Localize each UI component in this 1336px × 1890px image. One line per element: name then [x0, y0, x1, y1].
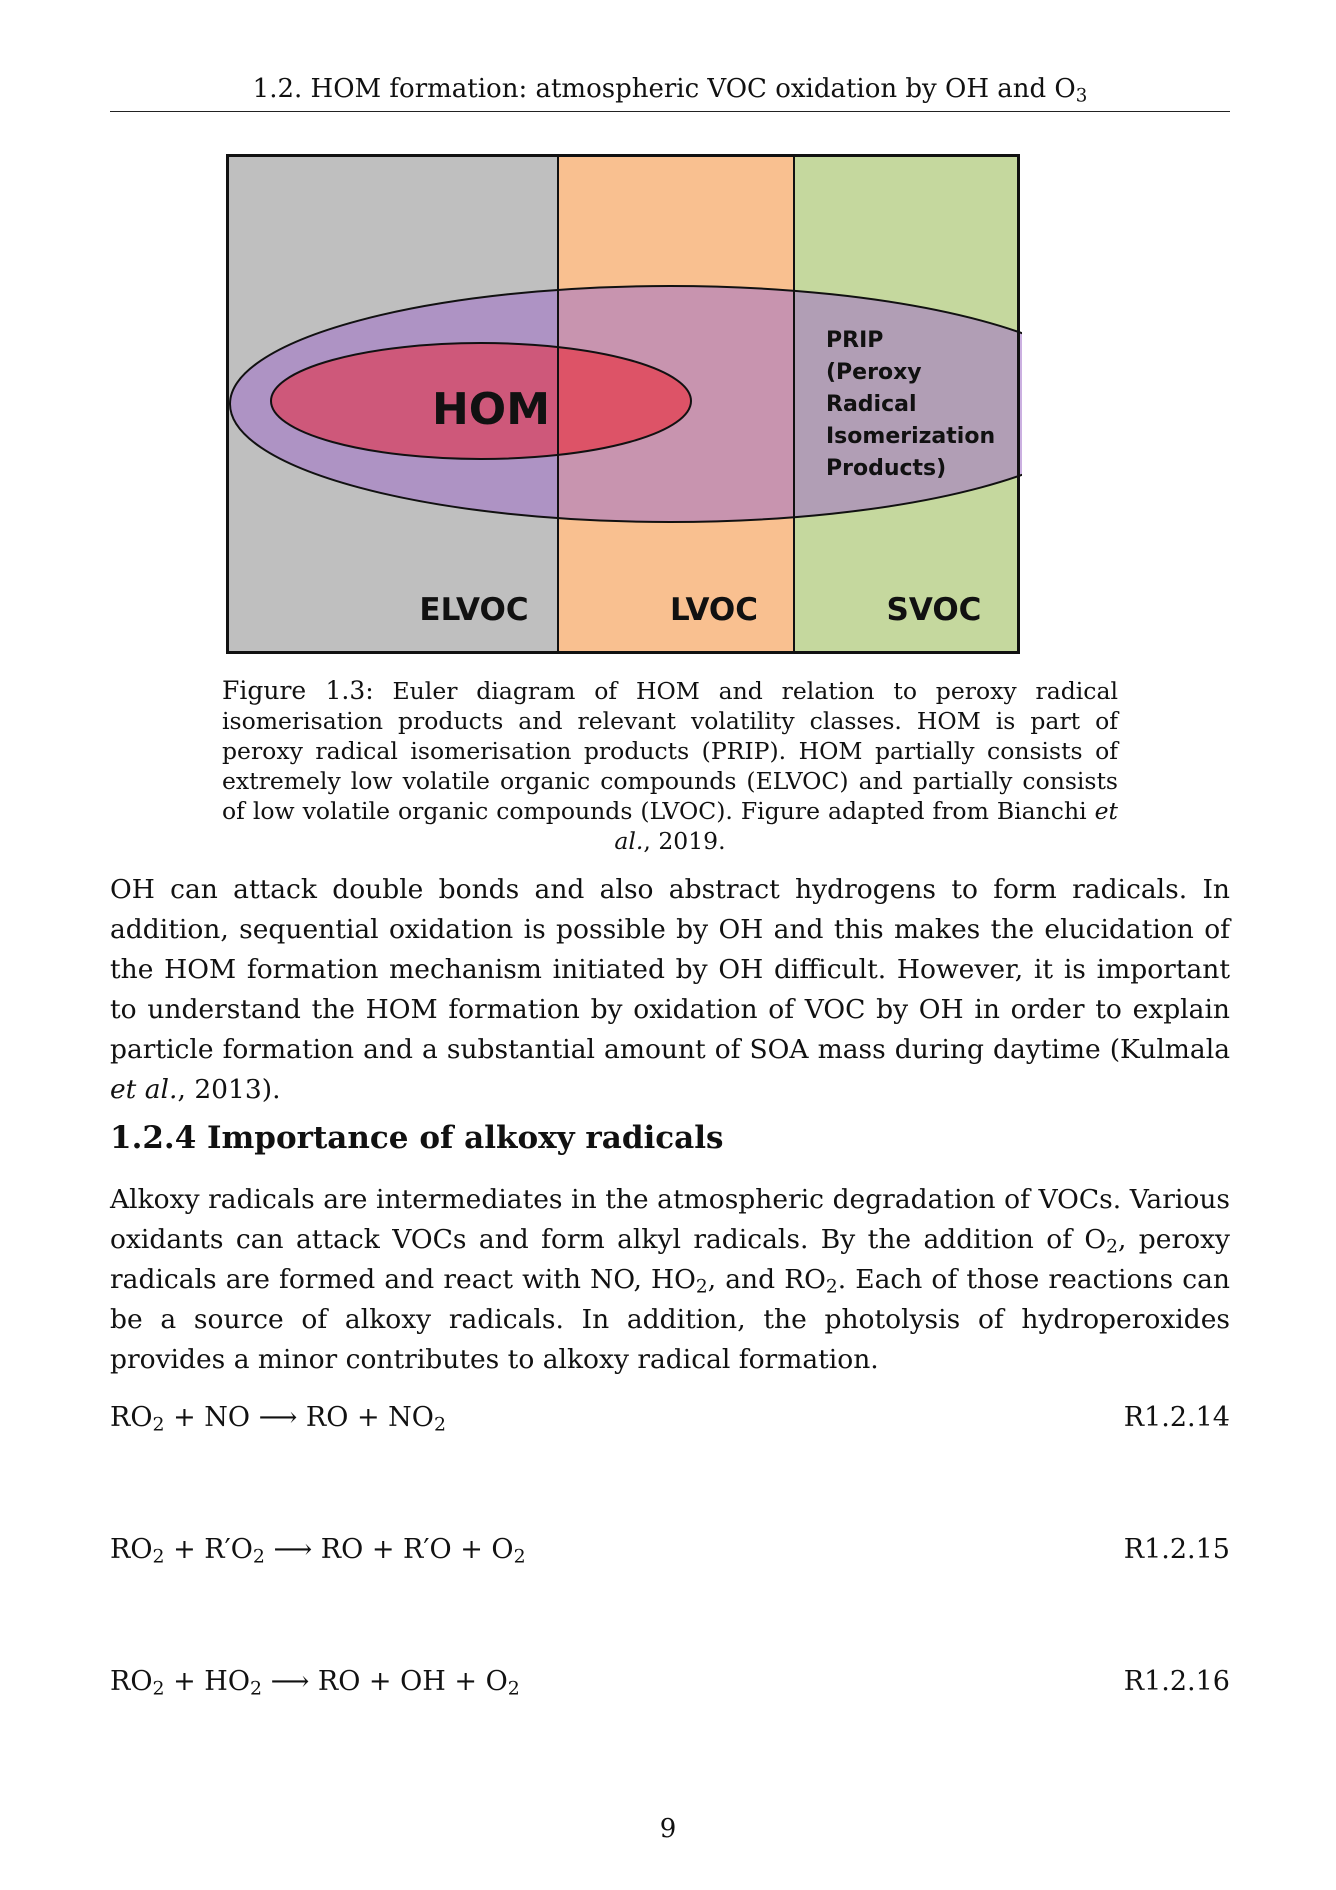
section-heading [110, 1118, 724, 1158]
reaction-equation: $RO_2 + R'O_2$ ⟶ RO + $R'O + O_2$ [110, 1534, 526, 1568]
reaction [110, 1530, 1230, 1570]
prip-label-line: PRIP [826, 328, 884, 353]
elvoc-label: ELVOC [419, 592, 529, 628]
paragraph: OH can attack double bonds and also abstract hydrogens to form radicals. In addition, sequential oxidation is possible by OH and this makes the elucidation of the HOM formation mechanism initiated by OH difficult. However, it is important to understand the HOM formation by oxidation of VOC by OH in order to explain particle formation and a substantial amount of SOA mass during daytime (Kulmala et al., 2013). [110, 874, 1230, 1105]
prip-label-line: Radical [826, 392, 917, 417]
reaction-equation: $RO_2$ + NO ⟶ RO + $NO_2$ [110, 1402, 446, 1436]
svoc-label: SVOC [886, 592, 982, 628]
paragraph: Alkoxy radicals are intermediates in the atmospheric degradation of VOCs. Various oxidants can attack VOCs and form alkyl radicals. By the addition of $O_2$, peroxy radicals are formed and react with NO, $HO_2$, and $RO_2$. Each of those reactions can be a source of alkoxy radicals. In addition, the photolysis of hydroperoxides provides a minor contributes to alkoxy radical formation. [110, 1184, 1230, 1375]
prip-label-line: Products) [826, 456, 947, 481]
reaction-equation: $RO_2 + HO_2$ ⟶ RO + OH + $O_2$ [110, 1666, 520, 1700]
prip-label-line: Isomerization [826, 424, 996, 449]
prip-label-line: (Peroxy [826, 360, 922, 385]
running-header: 1.2. HOM formation: atmospheric VOC oxidation by OH and $O_3$ [252, 74, 1088, 107]
section-title: Importance of alkoxy radicals [207, 1120, 724, 1156]
page-number: 9 [659, 1814, 677, 1844]
euler-diagram-svg [226, 154, 1022, 658]
reaction-label: R1.2.16 [1123, 1666, 1230, 1697]
euler-diagram [226, 154, 1022, 658]
hom-label: HOM [431, 384, 551, 435]
lvoc-label: LVOC [669, 592, 759, 628]
figure-caption-number: Figure 1.3: [222, 676, 374, 705]
reaction-label: R1.2.15 [1123, 1534, 1230, 1565]
section-number: 1.2.4 [110, 1120, 197, 1156]
figure-caption: Figure 1.3: Euler diagram of HOM and relation to peroxy radical isomerisation products and relevant volatility classes. HOM is part of peroxy radical isomerisation products (PRIP). HOM partially consists of extremely low volatile organic compounds (ELVOC) and partially consists of low volatile organic compounds (LVOC). Figure adapted from Bianchi et al., 2019. [222, 676, 1118, 855]
reaction [110, 1662, 1230, 1702]
reaction [110, 1398, 1230, 1438]
reaction-label: R1.2.14 [1123, 1402, 1230, 1433]
header-rule [110, 111, 1230, 112]
